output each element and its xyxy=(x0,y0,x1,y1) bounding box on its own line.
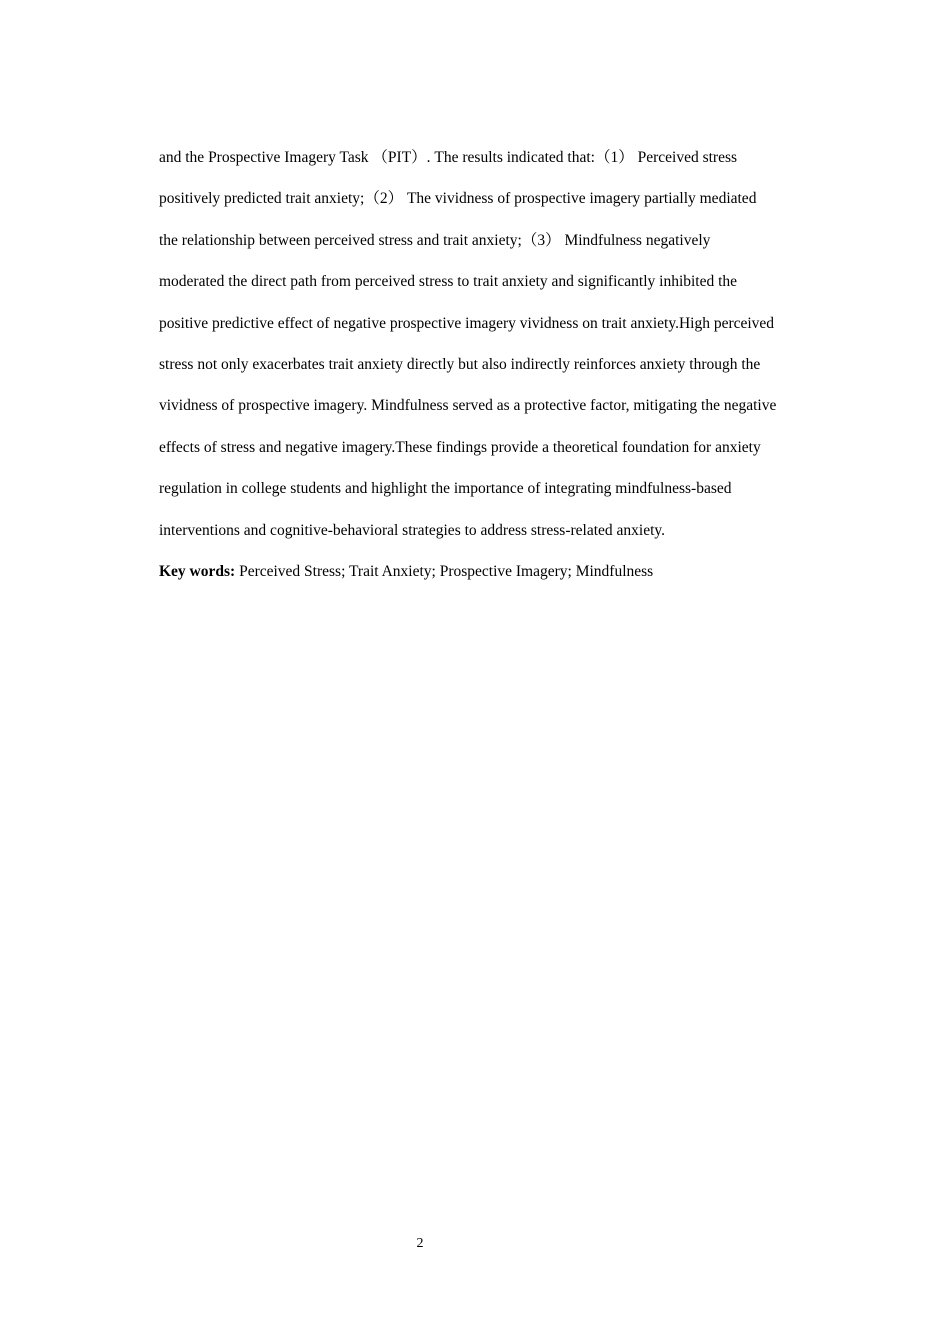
abstract-line: the relationship between perceived stress and trait anxiety;（3） Mindfulness negatively xyxy=(159,231,711,249)
abstract-line: interventions and cognitive-behavioral strategies to address stress-related anxiety. xyxy=(159,521,666,539)
page-number: 2 xyxy=(416,1236,424,1251)
abstract-line: vividness of prospective imagery. Mindfulness served as a protective factor, mitigating the negative xyxy=(159,397,777,415)
abstract-line: and the Prospective Imagery Task （PIT）. The results indicated that:（1） Perceived stress xyxy=(159,149,738,166)
keywords-label: Key words: xyxy=(159,562,236,580)
abstract-line: regulation in college students and highlight the importance of integrating mindfulness-based xyxy=(159,480,732,498)
abstract-body xyxy=(159,137,839,592)
abstract-line: positively predicted trait anxiety;（2） The vividness of prospective imagery partially mediated xyxy=(159,190,757,208)
abstract-line: stress not only exacerbates trait anxiety directly but also indirectly reinforces anxiety through the xyxy=(159,355,761,373)
keywords-line xyxy=(159,551,839,592)
keywords-value: Perceived Stress; Trait Anxiety; Prospective Imagery; Mindfulness xyxy=(235,562,654,580)
abstract-line: moderated the direct path from perceived stress to trait anxiety and significantly inhibited the xyxy=(159,273,738,291)
abstract-line: effects of stress and negative imagery.These findings provide a theoretical foundation for anxiety xyxy=(159,438,761,456)
abstract-line: positive predictive effect of negative prospective imagery vividness on trait anxiety.High perceived xyxy=(159,314,775,332)
